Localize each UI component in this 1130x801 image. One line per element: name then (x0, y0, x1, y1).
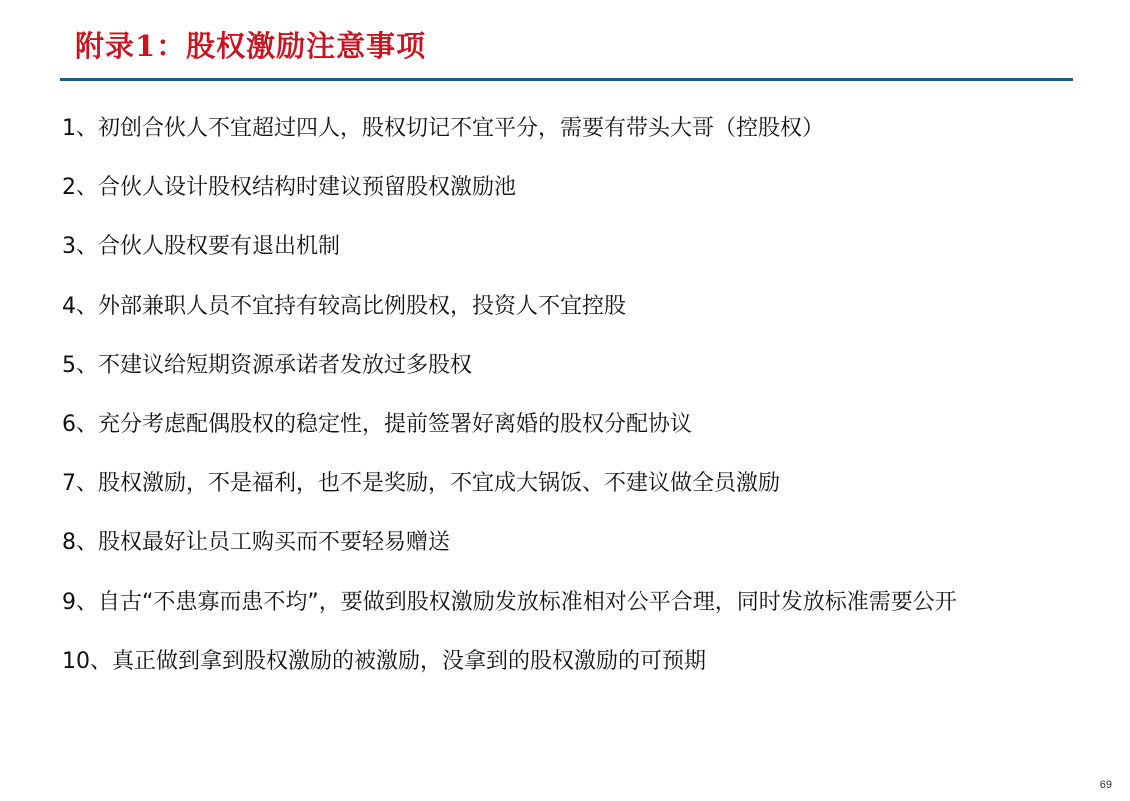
list-item: 8、股权最好让员工购买而不要轻易赠送 (62, 530, 450, 556)
list-item: 5、不建议给短期资源承诺者发放过多股权 (62, 352, 472, 378)
list-item: 3、合伙人股权要有退出机制 (62, 234, 340, 260)
list-item: 10、真正做到拿到股权激励的被激励，没拿到的股权激励的可预期 (62, 648, 706, 674)
list-item: 6、充分考虑配偶股权的稳定性，提前签署好离婚的股权分配协议 (62, 411, 692, 437)
list-item: 1、初创合伙人不宜超过四人，股权切记不宜平分，需要有带头大哥（控股权） (62, 116, 824, 141)
list-item: 9、自古“不患寡而患不均”，要做到股权激励发放标准相对公平合理，同时发放标准需要公开 (62, 589, 957, 615)
page-number: 69 (1099, 779, 1112, 791)
list-item: 4、外部兼职人员不宜持有较高比例股权，投资人不宜控股 (62, 293, 626, 319)
notes-list (62, 108, 957, 700)
slide-title: 附录1：股权激励注意事项 (75, 29, 427, 63)
list-item: 2、合伙人设计股权结构时建议预留股权激励池 (62, 175, 516, 201)
list-item: 7、股权激励，不是福利，也不是奖励，不宜成大锅饭、不建议做全员激励 (62, 471, 780, 497)
title-divider (60, 78, 1073, 81)
